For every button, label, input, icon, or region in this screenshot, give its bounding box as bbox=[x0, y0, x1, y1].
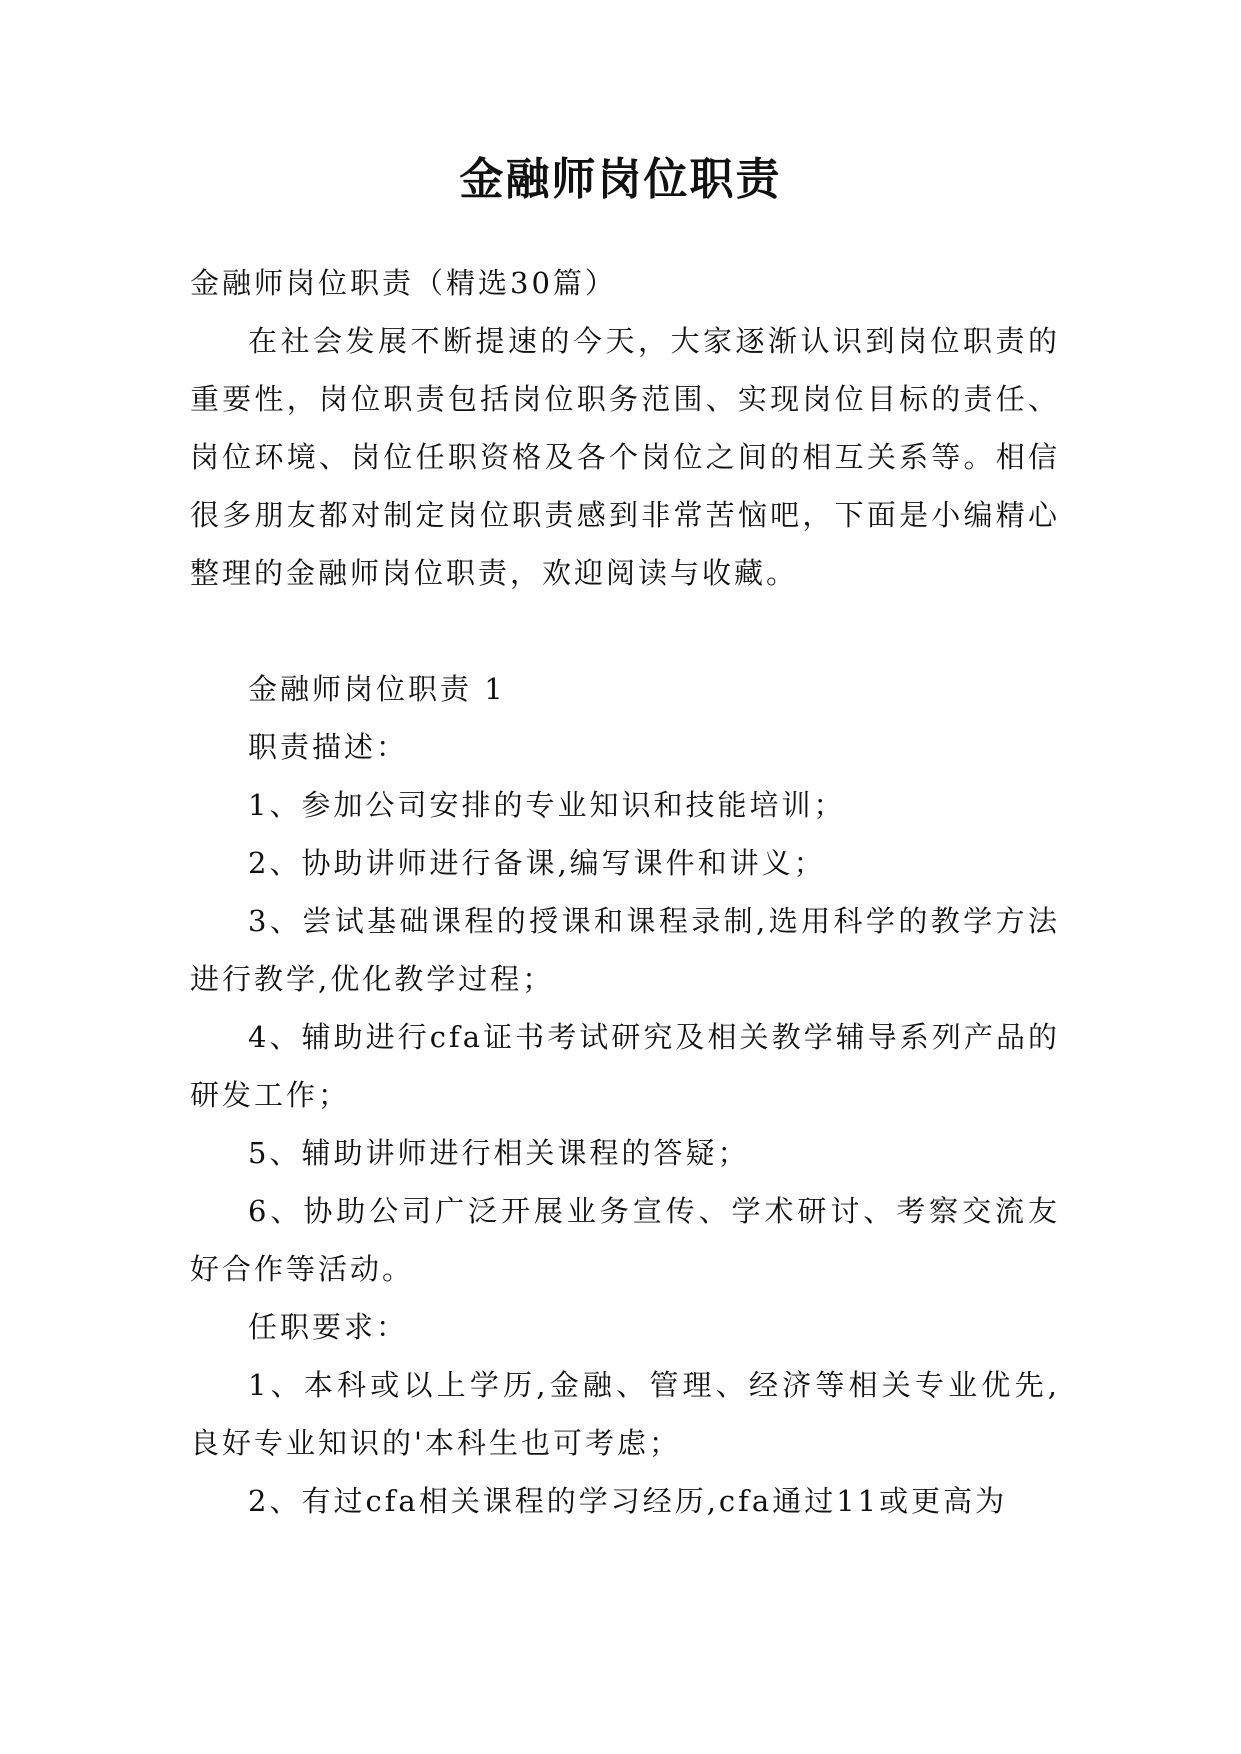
intro-paragraph: 在社会发展不断提速的今天，大家逐渐认识到岗位职责的重要性，岗位职责包括岗位职务范围、实现岗位目标的责任、岗位环境、岗位任职资格及各个岗位之间的相互关系等。相信很多朋友都对制定岗位职责感到非常苦恼吧，下面是小编精心整理的金融师岗位职责，欢迎阅读与收藏。 bbox=[190, 324, 1060, 590]
document-body bbox=[190, 254, 1060, 1530]
duty-item: 1、参加公司安排的专业知识和技能培训； bbox=[248, 788, 846, 822]
section-heading: 金融师岗位职责 1 bbox=[248, 672, 506, 706]
duties-label: 职责描述： bbox=[248, 730, 409, 764]
duty-item: 2、协助讲师进行备课,编写课件和讲义； bbox=[248, 846, 826, 880]
duty-item: 3、尝试基础课程的授课和课程录制,选用科学的教学方法进行教学,优化教学过程； bbox=[190, 904, 1060, 996]
spacer bbox=[190, 602, 1060, 660]
document-title: 金融师岗位职责 bbox=[459, 154, 782, 205]
duty-item: 6、协助公司广泛开展业务宣传、学术研讨、考察交流友好合作等活动。 bbox=[190, 1194, 1060, 1286]
requirements-label: 任职要求： bbox=[248, 1310, 409, 1344]
requirement-item: 1、本科或以上学历,金融、管理、经济等相关专业优先,良好专业知识的'本科生也可考虑； bbox=[190, 1368, 1060, 1460]
requirement-item: 2、有过cfa相关课程的学习经历,cfa通过11或更高为 bbox=[248, 1484, 1008, 1518]
duty-item: 4、辅助进行cfa证书考试研究及相关教学辅导系列产品的研发工作； bbox=[190, 1020, 1060, 1112]
document-subtitle: 金融师岗位职责（精选30篇） bbox=[190, 266, 617, 300]
duty-item: 5、辅助讲师进行相关课程的答疑； bbox=[248, 1136, 750, 1170]
